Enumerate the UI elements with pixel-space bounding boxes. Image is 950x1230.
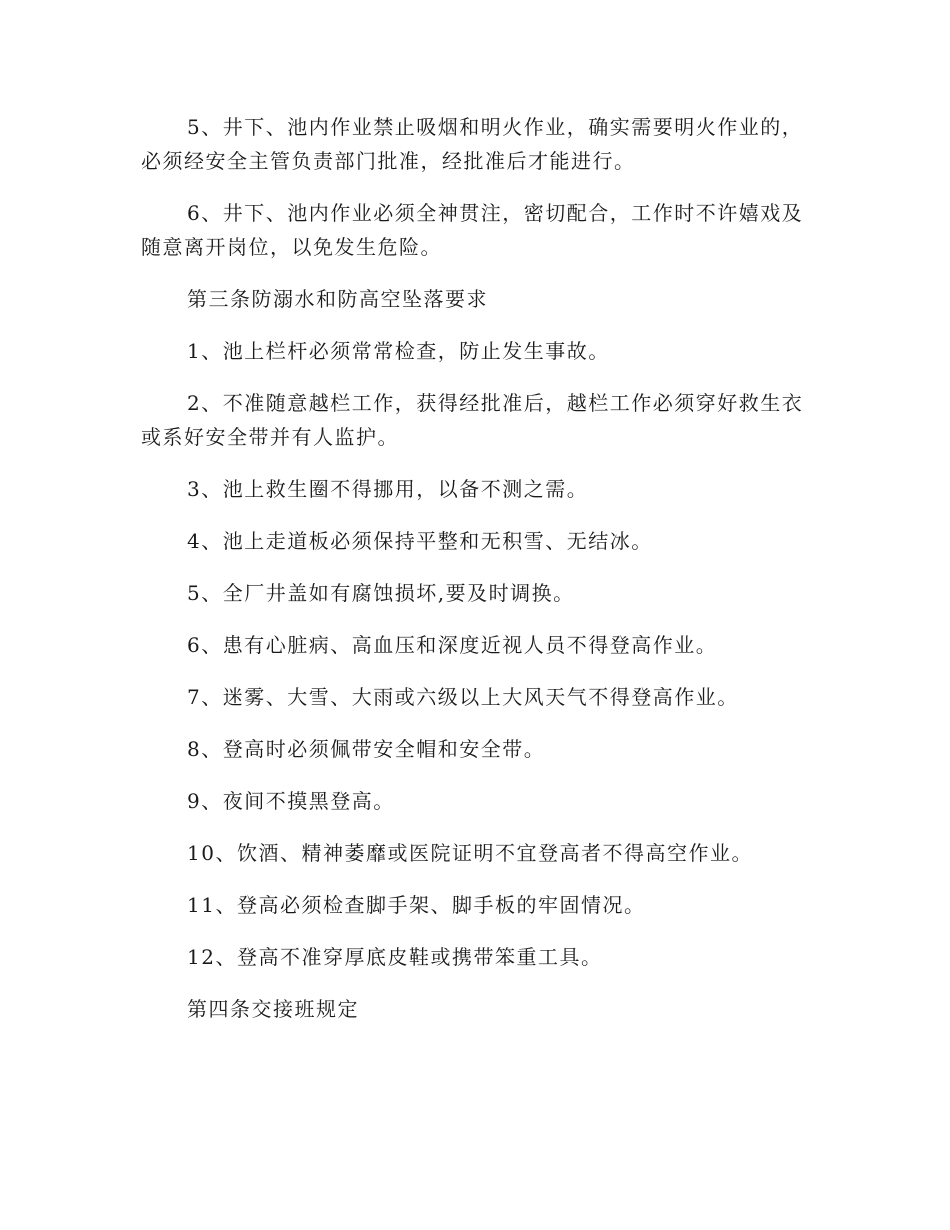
list-item: 2、不准随意越栏工作，获得经批准后，越栏工作必须穿好救生衣或系好安全带并有人监护。 [141,391,804,449]
document-body [141,110,821,1044]
list-item: 4、池上走道板必须保持平整和无积雪、无结冰。 [187,529,653,553]
section-heading-article-4: 第四条交接班规定 [187,997,359,1021]
paragraph-concentration: 6、井下、池内作业必须全神贯注，密切配合，工作时不许嬉戏及随意离开岗位，以免发生危险。 [141,201,804,259]
list-item: 10、饮酒、精神萎靡或医院证明不宜登高者不得高空作业。 [187,841,753,865]
list-item: 11、登高必须检查脚手架、脚手板的牢固情况。 [187,893,646,917]
list-item: 6、患有心脏病、高血压和深度近视人员不得登高作业。 [187,633,718,657]
list-item: 3、池上救生圈不得挪用，以备不测之需。 [187,477,589,501]
list-item: 9、夜间不摸黑登高。 [187,789,395,813]
section-heading-article-3: 第三条防溺水和防高空坠落要求 [187,287,488,311]
list-item: 1、池上栏杆必须常常检查，防止发生事故。 [187,339,610,363]
paragraph-fire-work: 5、井下、池内作业禁止吸烟和明火作业，确实需要明火作业的，必须经安全主管负责部门批准，经批准后才能进行。 [141,115,804,173]
list-item: 12、登高不准穿厚底皮鞋或携带笨重工具。 [187,945,603,969]
list-item: 5、全厂井盖如有腐蚀损坏,要及时调换。 [187,581,575,605]
list-item: 8、登高时必须佩带安全帽和安全带。 [187,737,546,761]
list-item: 7、迷雾、大雪、大雨或六级以上大风天气不得登高作业。 [187,685,739,709]
